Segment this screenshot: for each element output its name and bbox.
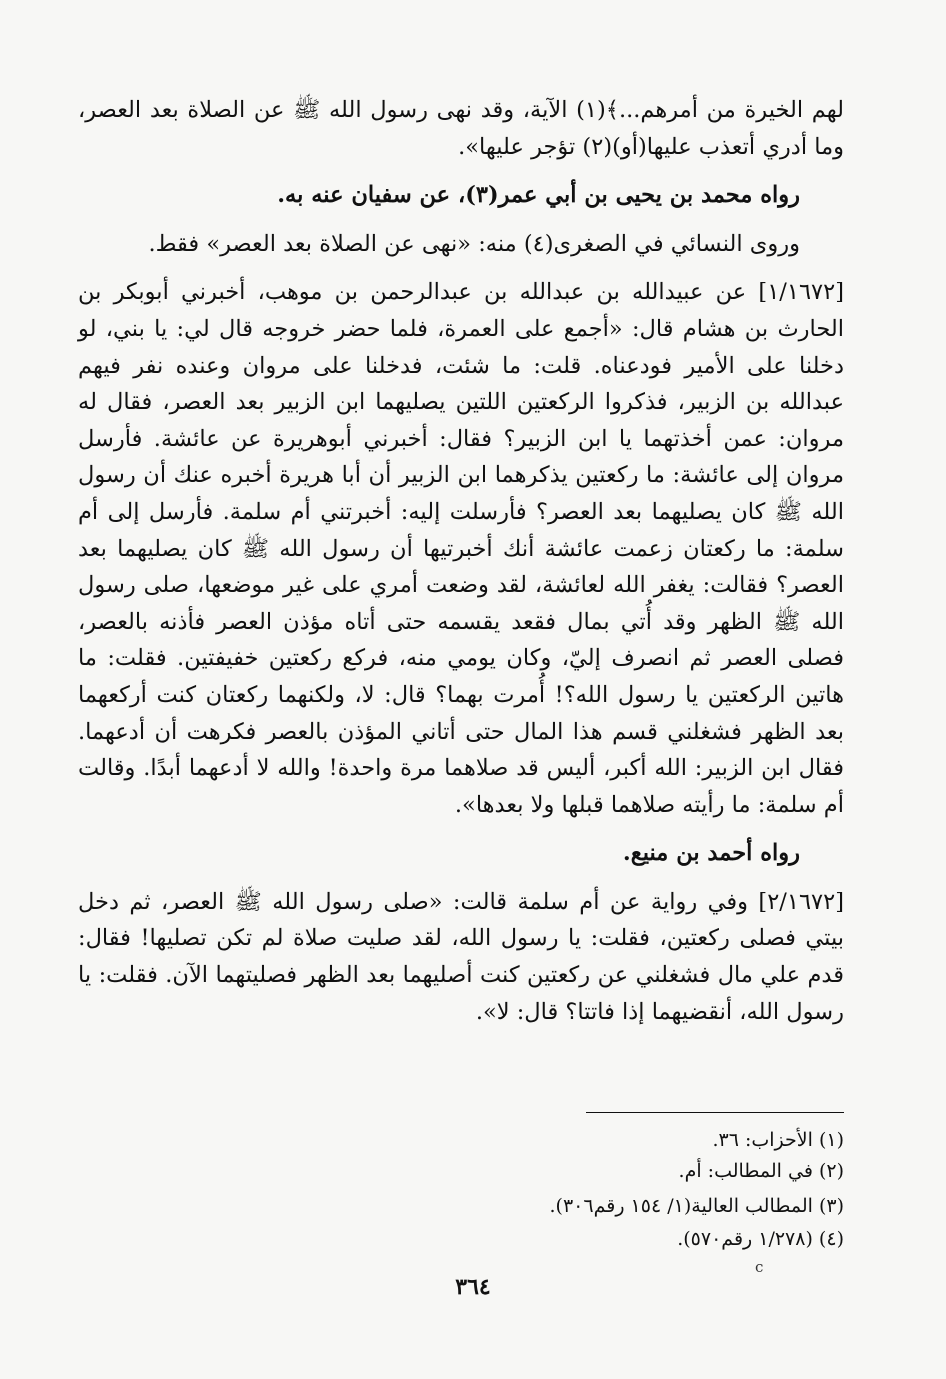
footnote-3: (٣) المطالب العالية(١/ ١٥٤ رقم٣٠٦). — [549, 1195, 844, 1217]
footnote-1: (١) الأحزاب: ٣٦. — [712, 1129, 844, 1151]
page-body — [78, 92, 844, 1030]
paragraph-nasai-narration: وروى النسائي في الصغرى(٤) منه: «نهى عن الصلاة بعد العصر» فقط. — [148, 230, 800, 257]
footnote-4: (٤) (١/٢٧٨ رقم٥٧٠). — [677, 1228, 844, 1250]
paragraph-narration-ahmad-ibn-mani: رواه أحمد بن منيع. — [622, 840, 800, 867]
stray-mark: c — [755, 1258, 764, 1276]
page-number: ٣٦٤ — [455, 1274, 491, 1300]
paragraph-narration-ibn-abi-umar: رواه محمد بن يحيى بن أبي عمر(٣)، عن سفيان عنه به. — [277, 182, 800, 209]
paragraph-hadith-1672-2: [٢/١٦٧٢] وفي رواية عن أم سلمة قالت: «صلى رسول الله ﷺ العصر، ثم دخل بيتي فصلى ركعتين، فقلت: يا رسول الله، لقد صليت صلاة لم تكن تصليها! فقال: قدم علي مال فشغلني عن ركعتين كنت أصليهما بعد الظهر فصليتهما الآن. فقلت: يا رسول الله، أنقضيهما إذا فاتتا؟ قال: لا». — [78, 888, 844, 1025]
footnote-2: (٢) في المطالب: أم. — [678, 1160, 844, 1182]
paragraph-verse-continuation: لهم الخيرة من أمرهم...﴾(١) الآية، وقد نهى رسول الله ﷺ عن الصلاة بعد العصر، وما أدري أتعذب عليها(أو)(٢) تؤجر عليها». — [78, 97, 844, 160]
footnote-separator — [586, 1112, 844, 1113]
paragraph-hadith-1672-1: [١/١٦٧٢] عن عبيدالله بن عبدالله بن عبدالرحمن بن موهب، أخبرني أبوبكر بن الحارث بن هشام قال: «أجمع على العمرة، فلما حضر خروجه قال لي: يا بني، لو دخلنا على الأمير فودعناه. قلت: ما شئت، فدخلنا على مروان وعنده نفر فيهم عبدالله بن الزبير، فذكروا الركعتين اللتين يصليهما ابن الزبير بعد العصر، فقال له مروان: عمن أخذتهما يا ابن الزبير؟ فقال: أخبرني أبوهريرة عن عائشة. فأرسل مروان إلى عائشة: ما ركعتين يذكرهما ابن الزبير أن أبا هريرة أخبره عنك أن رسول الله ﷺ كان يصليهما بعد العصر؟ فأرسلت إليه: أخبرتني أم سلمة. فأرسل إلى أم سلمة: ما ركعتان زعمت عائشة أنك أخبرتيها أن رسول الله ﷺ كان يصليهما بعد العصر؟ فقالت: يغفر الله لعائشة، لقد وضعت أمري على غير موضعها، صلى رسول الله ﷺ الظهر وقد أُتي بمال فقعد يقسمه حتى أتاه مؤذن العصر فأذنه بالعصر، فصلى العصر ثم انصرف إليّ، وكان يومي منه، فركع ركعتين خفيفتين. فقلت: ما هاتين الركعتين يا رسول الله؟! أُمرت بهما؟ قال: لا، ولكنهما ركعتان كنت أركعهما بعد الظهر فشغلني قسم هذا المال حتى أتاني المؤذن بالعصر فكرهت أن أدعهما. فقال ابن الزبير: الله أكبر، أليس قد صلاهما مرة واحدة! والله لا أدعهما أبدًا. وقالت أم سلمة: ما رأيته صلاهما قبلها ولا بعدها». — [78, 279, 844, 818]
